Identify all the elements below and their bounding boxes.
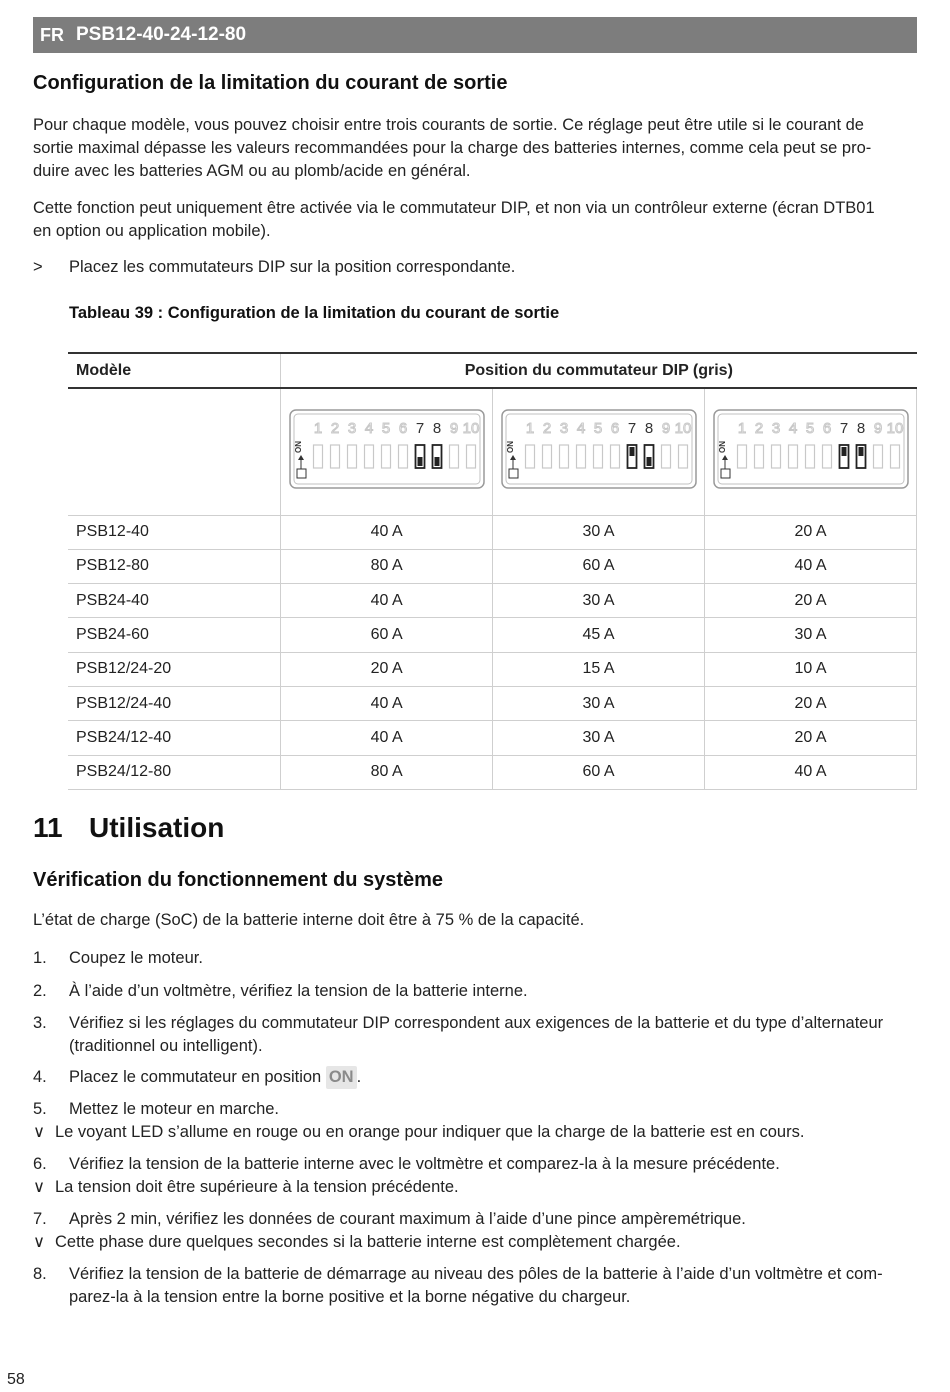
dip-diagram-row: [68, 388, 917, 515]
current-value-cell: 10 A: [705, 652, 917, 686]
dip-switch-slot: [678, 445, 687, 468]
model-cell: PSB24-60: [68, 618, 281, 652]
step-number: 1.: [33, 949, 47, 967]
step-result: Le voyant LED s’allume en rouge ou en orange pour indiquer que la charge de la batterie est en cours.: [55, 1123, 805, 1141]
header-model: Modèle: [68, 353, 281, 388]
dip-switch-number: 2: [542, 420, 551, 438]
text-line: Pour chaque modèle, vous pouvez choisir entre trois courants de sortie. Ce réglage peut être utile si le courant de: [33, 116, 864, 134]
table-row: [68, 515, 917, 549]
on-position-label: ON: [326, 1066, 357, 1089]
table-caption: Tableau 39 : Configuration de la limitation du courant de sortie: [69, 304, 560, 322]
dip-switch-slot: [890, 445, 899, 468]
result-marker: ∨: [33, 1123, 46, 1141]
current-value-cell: 40 A: [281, 686, 493, 720]
current-value-cell: 80 A: [281, 549, 493, 583]
dip-switch-number: 4: [788, 420, 797, 438]
function-paragraph: [33, 197, 913, 243]
dip-switch-knob: [841, 447, 846, 456]
current-value-cell: 20 A: [705, 584, 917, 618]
dip-switch-number: 7: [415, 420, 424, 438]
dip-switch-number: 2: [330, 420, 339, 438]
empty-cell: [68, 388, 281, 515]
dip-legend-box: [297, 469, 306, 478]
dip-switch-slot: [822, 445, 831, 468]
step-text: Vérifiez si les réglages du commutateur DIP correspondent aux exigences de la batterie et du type d’alternateur: [69, 1014, 884, 1032]
header-bar: [33, 17, 917, 53]
dip-switch-knob: [417, 457, 422, 466]
dip-switch-slot: [737, 445, 746, 468]
dip-switch-number: 7: [627, 420, 636, 438]
current-value-cell: 45 A: [493, 618, 705, 652]
dip-switch-number: 9: [661, 420, 670, 438]
current-value-cell: 30 A: [705, 618, 917, 652]
table-row: [68, 755, 917, 789]
step-text: Mettez le moteur en marche.: [69, 1100, 280, 1118]
table-row: [68, 721, 917, 755]
result-marker: ∨: [33, 1233, 46, 1251]
dip-switch-slot: [381, 445, 390, 468]
model-cell: PSB12-40: [68, 515, 281, 549]
dip-switch-slot: [449, 445, 458, 468]
dip-switch-slot: [347, 445, 356, 468]
current-value-cell: 60 A: [493, 549, 705, 583]
current-value-cell: 20 A: [705, 721, 917, 755]
dip-switch-number: 3: [771, 420, 780, 438]
step-number: 3.: [33, 1014, 47, 1032]
table-row: [68, 584, 917, 618]
dip-switch-number: 10: [886, 420, 903, 438]
dip-diagram-cell: [705, 388, 917, 515]
dip-switch-number: 1: [313, 420, 322, 438]
current-value-cell: 30 A: [493, 721, 705, 755]
model-cell: PSB24/12-80: [68, 755, 281, 789]
current-value-cell: 40 A: [281, 721, 493, 755]
dip-switch-diagram: [501, 409, 697, 489]
dip-switch-number: 4: [364, 420, 373, 438]
dip-on-label: ON: [717, 441, 727, 454]
dip-switch-slot: [466, 445, 475, 468]
step-number: 8.: [33, 1265, 47, 1283]
dip-switch-slot: [593, 445, 602, 468]
current-value-cell: 15 A: [493, 652, 705, 686]
dip-switch-number: 9: [873, 420, 882, 438]
text-line: duire avec les batteries AGM ou au plomb/acide en général.: [33, 162, 471, 180]
step-text: (traditionnel ou intelligent).: [69, 1037, 263, 1055]
model-name: PSB12-40-24-12-80: [76, 24, 247, 45]
dip-on-label: ON: [505, 441, 515, 454]
result-marker: ∨: [33, 1178, 46, 1196]
model-cell: PSB12/24-20: [68, 652, 281, 686]
model-cell: PSB24/12-40: [68, 721, 281, 755]
dip-switch-number: 1: [525, 420, 534, 438]
step-number: 6.: [33, 1155, 47, 1173]
dip-legend-box: [721, 469, 730, 478]
section-title-output-current: Configuration de la limitation du courant de sortie: [33, 72, 508, 94]
dip-switch-knob: [629, 447, 634, 456]
text-line: sortie maximal dépasse les valeurs recommandées pour la charge des batteries internes, comme cela peut se pro-: [33, 139, 872, 157]
current-value-cell: 20 A: [705, 515, 917, 549]
dip-switch-number: 10: [674, 420, 691, 438]
chapter-number: 11: [33, 812, 63, 843]
dip-switch-number: 1: [737, 420, 746, 438]
dip-switch-slot: [788, 445, 797, 468]
dip-switch-number: 6: [610, 420, 619, 438]
dip-switch-slot: [398, 445, 407, 468]
step-text: Après 2 min, vérifiez les données de courant maximum à l’aide d’une pince ampèremétrique.: [69, 1210, 746, 1228]
soc-intro: L’état de charge (SoC) de la batterie interne doit être à 75 % de la capacité.: [33, 911, 585, 929]
text-line: Cette fonction peut uniquement être activée via le commutateur DIP, et non via un contrôleur externe (écran DTB01: [33, 199, 875, 217]
current-value-cell: 30 A: [493, 515, 705, 549]
dip-legend-box: [509, 469, 518, 478]
dip-switch-slot: [873, 445, 882, 468]
dip-switch-knob: [434, 457, 439, 466]
page-number: 58: [7, 1371, 25, 1388]
dip-switch-number: 5: [381, 420, 390, 438]
current-value-cell: 20 A: [281, 652, 493, 686]
current-value-cell: 40 A: [705, 549, 917, 583]
step-number: 5.: [33, 1100, 47, 1118]
step-text: [69, 1066, 361, 1089]
table-row: [68, 549, 917, 583]
model-cell: PSB12/24-40: [68, 686, 281, 720]
dip-switch-knob: [646, 457, 651, 466]
section-title-verification: Vérification du fonctionnement du système: [33, 869, 444, 891]
dip-switch-slot: [771, 445, 780, 468]
step-number: 7.: [33, 1210, 47, 1228]
step-text: parez-la à la tension entre la borne positive et la borne négative du chargeur.: [69, 1288, 631, 1306]
dip-switch-slot: [542, 445, 551, 468]
current-value-cell: 80 A: [281, 755, 493, 789]
chapter-heading: [33, 812, 224, 844]
current-value-cell: 40 A: [705, 755, 917, 789]
dip-on-label: ON: [293, 441, 303, 454]
step-number: 2.: [33, 982, 47, 1000]
step-text-end: .: [356, 1068, 362, 1086]
dip-switch-number: 7: [839, 420, 848, 438]
step-result: Cette phase dure quelques secondes si la batterie interne est complètement chargée.: [55, 1233, 681, 1251]
dip-switch-slot: [661, 445, 670, 468]
dip-switch-slot: [576, 445, 585, 468]
current-value-cell: 20 A: [705, 686, 917, 720]
dip-switch-slot: [559, 445, 568, 468]
current-value-cell: 30 A: [493, 686, 705, 720]
instruction-marker: >: [33, 258, 43, 276]
dip-switch-number: 3: [347, 420, 356, 438]
step-number: 4.: [33, 1068, 47, 1086]
dip-switch-number: 6: [398, 420, 407, 438]
table-row: [68, 618, 917, 652]
step-text: Vérifiez la tension de la batterie interne avec le voltmètre et comparez-la à la mesure précédente.: [69, 1155, 780, 1173]
current-value-cell: 30 A: [493, 584, 705, 618]
dip-switch-slot: [754, 445, 763, 468]
model-cell: PSB12-80: [68, 549, 281, 583]
model-cell: PSB24-40: [68, 584, 281, 618]
dip-switch-number: 2: [754, 420, 763, 438]
current-value-cell: 60 A: [281, 618, 493, 652]
config-table: [68, 352, 917, 790]
dip-diagram-cell: [281, 388, 493, 515]
dip-switch-diagram: [289, 409, 485, 489]
instruction-text: Placez les commutateurs DIP sur la position correspondante.: [69, 258, 516, 276]
dip-switch-number: 9: [449, 420, 458, 438]
step-text: Coupez le moteur.: [69, 949, 203, 967]
dip-switch-number: 5: [593, 420, 602, 438]
dip-switch-slot: [525, 445, 534, 468]
dip-switch-number: 8: [644, 420, 653, 438]
table-row: [68, 686, 917, 720]
dip-switch-slot: [364, 445, 373, 468]
chapter-title: Utilisation: [89, 812, 225, 843]
dip-diagram-cell: [493, 388, 705, 515]
dip-switch-slot: [330, 445, 339, 468]
dip-switch-number: 10: [462, 420, 479, 438]
dip-switch-knob: [858, 447, 863, 456]
dip-switch-number: 8: [432, 420, 441, 438]
text-line: en option ou application mobile).: [33, 222, 271, 240]
dip-switch-diagram: [713, 409, 909, 489]
dip-switch-number: 4: [576, 420, 585, 438]
dip-switch-number: 5: [805, 420, 814, 438]
dip-switch-slot: [610, 445, 619, 468]
current-value-cell: 60 A: [493, 755, 705, 789]
step-result: La tension doit être supérieure à la tension précédente.: [55, 1178, 459, 1196]
step-text: À l’aide d’un voltmètre, vérifiez la tension de la batterie interne.: [69, 982, 528, 1000]
current-value-cell: 40 A: [281, 584, 493, 618]
language-code: FR: [40, 24, 64, 45]
dip-switch-slot: [313, 445, 322, 468]
table-row: [68, 652, 917, 686]
dip-switch-number: 8: [856, 420, 865, 438]
dip-switch-number: 3: [559, 420, 568, 438]
dip-switch-number: 6: [822, 420, 831, 438]
step-text: Vérifiez la tension de la batterie de démarrage au niveau des pôles de la batterie à l’aide d’un voltmètre et com-: [69, 1265, 883, 1283]
intro-paragraph: [33, 114, 913, 183]
current-value-cell: 40 A: [281, 515, 493, 549]
header-dip-position: Position du commutateur DIP (gris): [281, 353, 917, 388]
dip-switch-slot: [805, 445, 814, 468]
step-text-main: Placez le commutateur en position: [69, 1068, 322, 1086]
